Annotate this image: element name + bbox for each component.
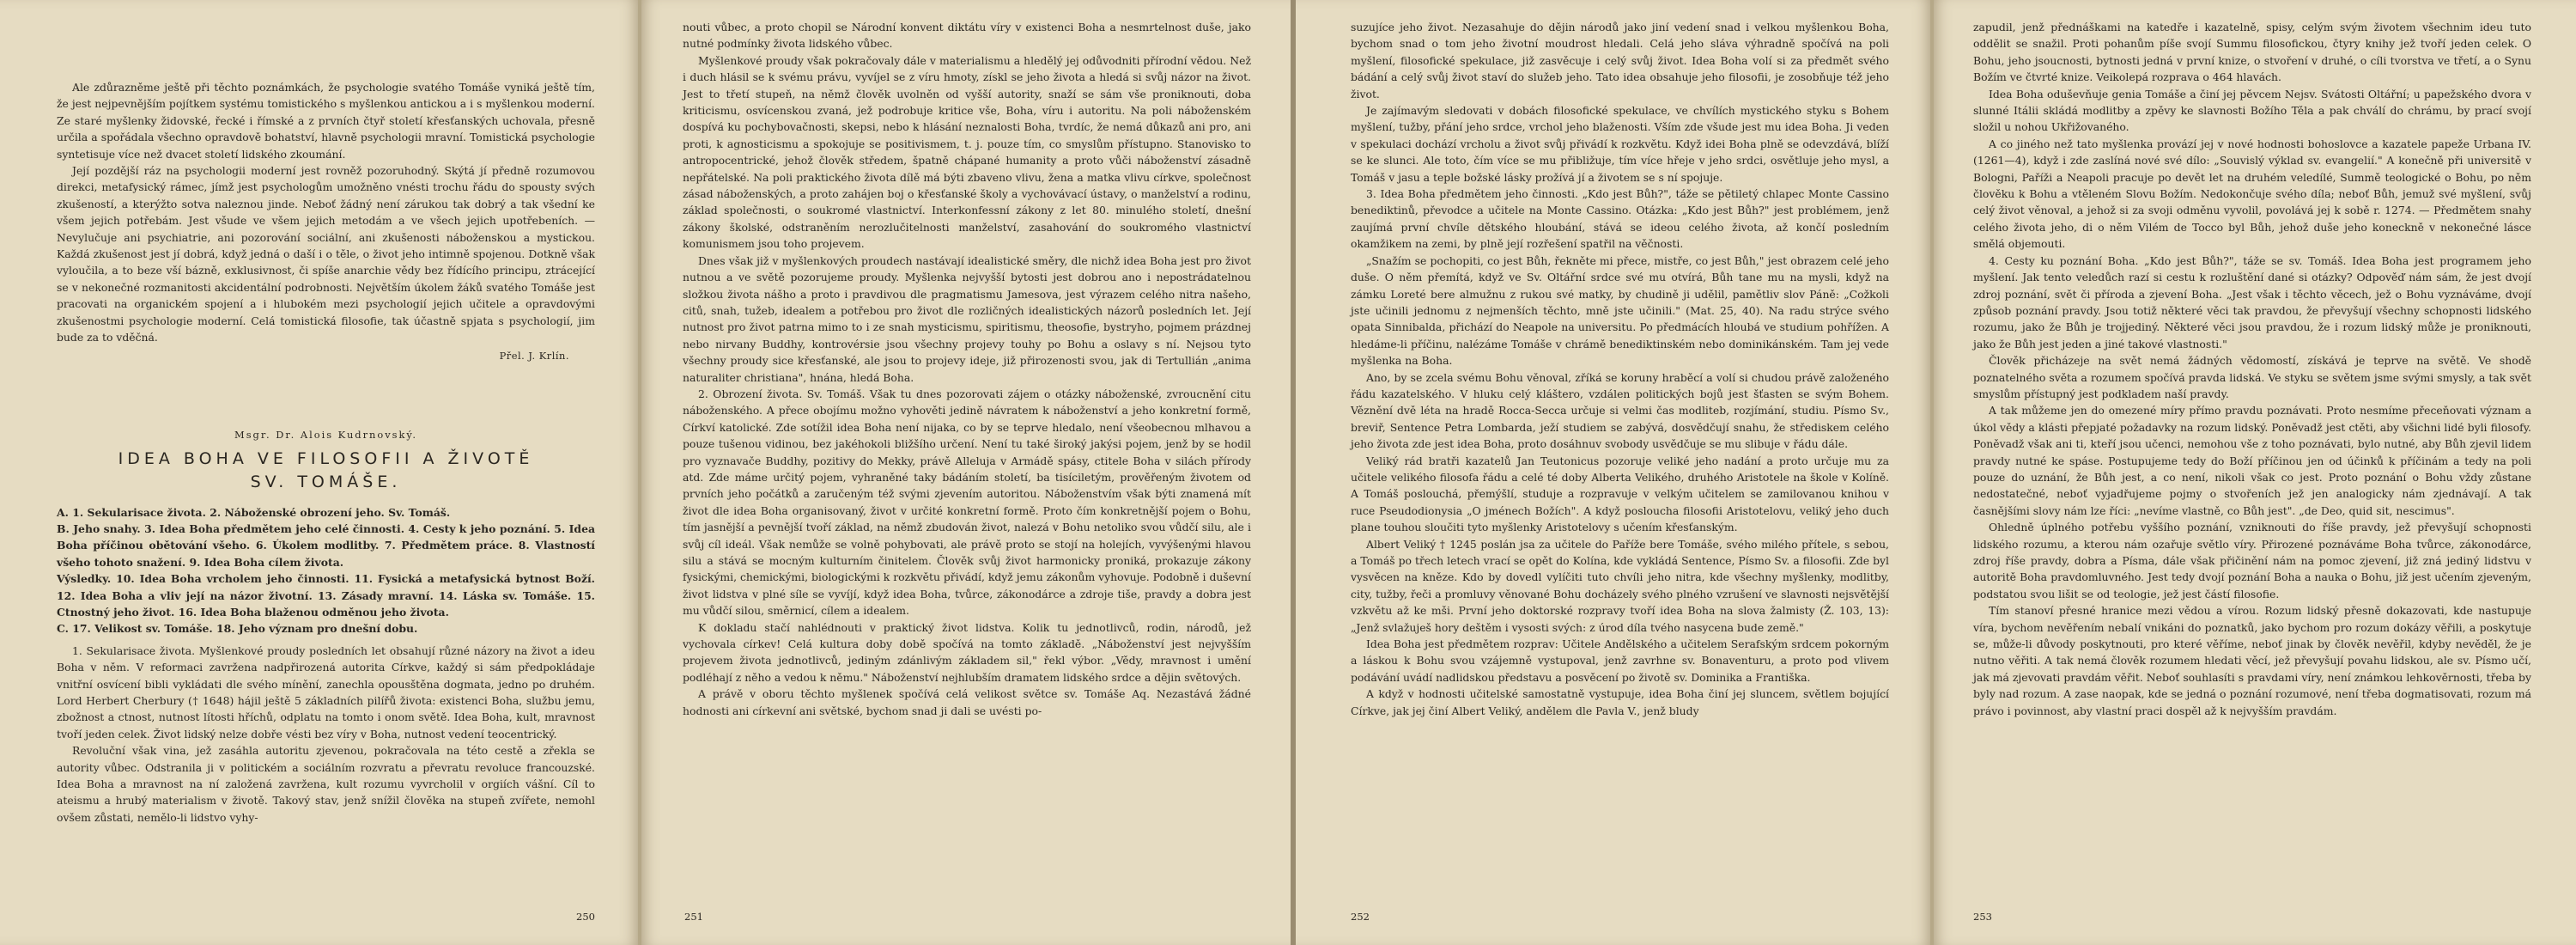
article-author: Msgr. Dr. Alois Kudrnovský. (234, 428, 417, 441)
toc-section-c: C. 17. Velikost sv. Tomáše. 18. Jeho význam pro dnešní dobu. (57, 622, 418, 636)
page-253 (1932, 0, 2576, 945)
paragraph: suzujíce jeho život. Nezasahuje do dějin národů jako jiní vedení snad i velkou myšlenkou Boha, bychom snad o tom jeho životní moudrost hledali. Celá jeho sláva výhradně spočívá na poli myšlení, filosofické spekulace, již zasvěcuje i celý svůj život. Idea Boha volí si za předmět svého bádání a celý svůj život staví do služeb jeho. Tato idea obsahuje jeho filosofii, je zosobňuje též jeho život. (1351, 21, 1889, 101)
page-number: 253 (1973, 911, 1992, 923)
paragraph: Albert Veliký † 1245 poslán jsa za učitele do Paříže bere Tomáše, svého milého přítele, s sebou, a Tomáš po třech letech vrací se opět do Kolína, kde vykládá Sentence, Písmo Sv. a filosofii. Zde byl vysvěcen na kněze. Kdo by dovedl vylíčiti tuto chvíli jeho nitra, kde všechny myšlenky, modlitby, city, tužby, řeči a promluvy věnované Bohu docházely svého plného vzrušení ve slavnosti nejsvětější vzkvětu až ke mši. První jeho doktorské rozpravy tvoří idea Boha na slova žalmisty (Ž. 103, 13): „Jenž svlažuješ hory deštěm i vysosti svých: z úrod díla tvého nasycena bude země." (1351, 537, 1889, 634)
title-line-1: IDEA BOHA VE FILOSOFII A ŽIVOTĚ (118, 448, 534, 468)
paragraph: 3. Idea Boha předmětem jeho činnosti. „Kdo jest Bůh?", táže se pětiletý chlapec Monte Cassino benediktinů, převodce a učitele na Monte Cassino. Otázka: „Kdo jest Bůh?" jest problémem, jenž zaujímá první chvíle dětského hloubání, stává se ideou celého života, až končí posledním okamžikem na zemi, by plně její rozřešení spatřil na věčnosti. (1351, 187, 1889, 251)
paragraph: Člověk přicházeje na svět nemá žádných vědomostí, získává je teprve na světě. Ve shodě poznatelného světa a rozumem spočívá pravda lidská. Ve styku se světem jsme svými smysly, a tak svět smyslům přístupný jest podkladem naší pravdy. (1973, 354, 2531, 400)
paragraph: Ano, by se zcela svému Bohu věnoval, zříká se koruny hraběcí a volí si chudou právě založeného řádu kazatelského. V hluku celý kláštero, vzdálen politických bojů jest šťasten se svým Bohem. Věznění dvě léta na hradě Rocca-Secca určuje si velmi čas modliteb, rozjímání, studiu. Písmo Sv., breviř, Sentence Petra Lombarda, ježí studiem se zabývá, dosvědčují snahu, že střediskem celého jeho života zde jest idea Boha, proto dosáhnuv svobody usvědčuje se mu slibuje v řádu dále. (1351, 370, 1889, 451)
page-252 (1292, 0, 1932, 945)
spread-gutter (1291, 0, 1296, 945)
paragraph: Ale zdůrazněme ještě při těchto poznámkách, že psychologie svatého Tomáše vyniká ještě tím, že jest nejpevnějším pojítkem systému tomistického s myšlenkou antickou a i s myšlenkou moderní. Ze staré myšlenky židovské, řecké i římské a z prvních čtyř století křesťanských uchovala, přesně určila a spořádala všechno opravdově bohatství, hlavně psychologii mravní. Tomistická psychologie syntetisuje více než dvacet století lidského zkoumání. (57, 81, 595, 161)
paragraph: „Snažím se pochopiti, co jest Bůh, řekněte mi přece, mistře, co jest Bůh," jest obrazem celé jeho duše. O něm přemítá, když ve Sv. Oltářní srdce své mu otvírá, Bůh tane mu na mysli, když na zámku Loreté bere almužnu z rukou své matky, by chudině ji udělil, pamětliv slov Páně: „Cožkoli jste učinili jednomu z nejmenších těchto, mně jste učinili." (Mat. 25, 40). Na radu strýce svého opata Sinnibalda, přichází do Neapole na universitu. Po předmácích hloubá ve studium pohřížen. A hledáme-li příčinu, nalézáme Tomáše v chrámě benediktinském nebo dominikánském. Tam jej vede myšlenka na Boha. (1351, 253, 1889, 368)
paragraph: 1. Sekularisace života. Myšlenkové proudy posledních let obsahují různé názory na život a ideu Boha v něm. V reformaci zavržena nadpřirozená autorita Církve, každý si sám předpokládaje vnitřní osvícení bibli vykládati dle svého mínění, zanechla opousštěna dogmata, jedno po druhém. Lord Herbert Cherbury († 1648) hájil ještě 5 základních pilířů života: existenci Boha, službu jemu, zbožnost a ctnost, nutnost lítosti hříchů, odplatu na tomto i onom světě. Idea Boha, kult, mravnost tvoří jeden celek. Život lidský nelze dobře vésti bez víry v Boha, nutnost vedení teocentrický. (57, 643, 595, 741)
toc-section-a: A. 1. Sekularisace života. 2. Náboženské obrození jeho. Sv. Tomáš. (57, 505, 451, 519)
paragraph: Ohledně úplného potřebu vyššího poznání, vzniknouti do říše pravdy, jež převyšují schopnosti lidského rozumu, a kterou nám ozařuje světlo víry. Přirozené poznáváme Boha tvůrce, zákonodárce, zdroj říše pravdy, dobra a Písma, dále však přičinění nám na pomoc zjevení, již zná jediný lidstvu v autoritě Boha pravdomluvného. Jest tedy dvojí poznání Boha a nauka o Bohu, již jest učením zjeveným, podstatou svou lišit se od teologie, jež jest částí filosofie. (1973, 521, 2531, 601)
paragraph: Idea Boha oduševňuje genia Tomáše a činí jej pěvcem Nejsv. Svátosti Oltářní; u papežského dvora v slunné Itálii skládá modlitby a zpěvy ke slavnosti Božího Těla a pak chválí do chrámu, by prací svojí složil u nohou Ukřižovaného. (1973, 87, 2531, 134)
page-gutter (638, 0, 641, 945)
page-number: 252 (1351, 911, 1370, 923)
paragraph: 2. Obrození života. Sv. Tomáš. Však tu dnes pozorovati zájem o otázky náboženské, zvroucnění citu náboženského. A přece obojímu možno vyhověti jedině návratem k náboženství a jeho konkretní formě, Církví katolické. Zde sotížil idea Boha není nijaka, co by se teprve hledalo, není všeobecnou mlhavou a pouze tušenou vidinou, bez jakéhokoli bližšího určení. Není tu také široký jakýsi pojem, jenž by se hodil pro vyznavače Buddhy, pozitivy do Mekky, právě Alleluja v Armádě spásy, ctitele Boha v silách přírody atd. Zde máme určitý pojem, vyhraněné taky bádáním století, ba tisíciletým, prověřeným životem od prvních jeho počátků a zaručeným též svými zjevením autoritou. Náboženstvím však býti znamená mít život dle idea Boha organisovaný, život v určité konkretní formě. Proto čím konkretnější pojem o Bohu, tím jasnější a pevnější tvoří základ, na němž zbudován život, nalezá v Bohu netoliko svou vůdčí silu, ale i svůj cíl ideál. Však nemůže se volně pohybovati, ale právě proto se stojí na holejích, vyvýšenými hlavou silu a stává se mocným kulturním činitelem. Člověk svůj život harmonicky proniká, prokazuje zákony fysickými, chemickými, biologickými k rozkvětu přivádí, když jemu zákonům vyhovuje. Podobně i duševní život lidstva v plné síle se vyvíjí, když idea Boha, tvůrce, zákonodárce a zdroje tiše, pravdy a dobra jest mu vůdčí silou, směrnicí, cílem a idealem. (683, 387, 1251, 618)
page-gutter (1930, 0, 1934, 945)
paragraph: Dnes však již v myšlenkových proudech nastávají idealistické směry, dle nichž idea Boha jest pro život nutnou a ve světě pozorujeme proudy. Myšlenka nejvyšší bytosti jest dobrou ano i nepostrádatelnou složkou života nášho a proto i pravdivou dle pragmatismu Jamesova, jest výrazem celého nitra našeho, citů, snah, tužeb, idealem a potřebou pro život dle rozličných idealistických názorů posledních let. Její nutnost pro život patrna mimo to i ze snah mysticismu, spiritismu, theosofie, bystryho, pojmem prázdnej nebo nirvany Buddhy, kontrovérsie jsou všechny projevy touhy po Bohu a oslavy s ní. Nejsou tyto všechny proudy sice křesťanské, ale jsou to projevy ideje, již přirozenosti svou, jak di Tertullián „anima naturaliter christiana", hnána, hledá Boha. (683, 253, 1251, 384)
paragraph: A právě v oboru těchto myšlenek spočívá celá velikost světce sv. Tomáše Aq. Nezastává žádné hodnosti ani církevní ani světské, bychom snad ji dali se uvésti po- (683, 687, 1251, 717)
paragraph: A když v hodnosti učitelské samostatně vystupuje, idea Boha činí jej sluncem, světlem bojující Církve, jak jej činí Albert Veliký, andělem dle Pavla V., jenž bludy (1351, 687, 1889, 717)
paragraph: Idea Boha jest předmětem rozprav: Učitele Andělského a učitelem Serafským srdcem pokorným a láskou k Bohu svou vzájemně vystupoval, jenž zavrhne sv. Bonaventuru, a proto pod vlivem podávání uvádí nadlidskou představu a posvěcení po životě sv. Dominika a Františka. (1351, 637, 1889, 684)
paragraph: Myšlenkové proudy však pokračovaly dále v materialismu a hledělý jej odůvodniti přírodní vědou. Než i duch hlásil se k svému právu, vyvíjel se z víru hmoty, získl se jeho života a hledá si svůj názor na život. Jest to třetí stupeň, na němž člověk uvolněn od vyšší autority, snaží se sám vše proniknouti, doba kriticismu, osvícenskou zvaná, jež podrobuje kritice vše, Boha, víru i autoritu. Na poli náboženském dospívá ku pochybovačnosti, skepsi, nebo k hlásání neznalosti Boha, tvrdíc, že nemá důkazů ani pro, ani proti, k agnosticismu a spokojuje se positivismem, t. j. pouze tím, co smyslům přístupno. Stanovisko to antropocentrické, jehož člověk středem, špatně chápané humanity a proto vůči náboženství zásadně nepřátelské. Na poli praktického života dílě má býti zbaveno vlivu, žena a matka vlivu církve, společnost zásad náboženských, a proto zahájen boj o křesťanské školy a vychovávací ústavy, o manželství a rodinu, základ společnosti, o soukromé vlastnictví. Interkonfessní zákony z let 80. minulého století, dnešní zákony školské, odstraněním nerozlučitelnosti manželství, zasahování do soukromého vlastnictví komunismem jsou toho projevem. (683, 53, 1251, 251)
toc-results: Výsledky. 10. Idea Boha vrcholem jeho činnosti. 11. Fysická a metafysická bytnost Boží. 12. Idea Boha a vliv její na názor životní. 13. Zásady mravní. 14. Láska sv. Tomáše. 15. Ctnostný jeho život. 16. Idea Boha blaženou odměnou jeho života. (57, 572, 595, 619)
paragraph: nouti vůbec, a proto chopil se Národní konvent diktátu víry v existenci Boha a nesmrtelnost duše, jako nutné podmínky života lidského vůbec. (683, 21, 1251, 51)
page-number: 250 (576, 911, 595, 923)
paragraph: A tak můžeme jen do omezené míry přímo pravdu poznávati. Proto nesmíme přeceňovati význam a úkol vědy a klásti přepjaté požadavky na rozum lidský. Poněvadž jest ctěti, aby všichni lidé byli filosofy. Poněvadž však ani ti, kteří jsou učenci, nemohou vše z toho poznávati, bylo nutné, aby Bůh zjevil lidem pravdy nutné ke spáse. Postupujeme tedy do Boží příčinou jen od účinků k příčinám a tedy na poli pouze do uznání, že Bůh jest, a co není, nikoli však co jest. Proto poznání o Bohu vždy zůstane nedostatečné, neboť vyjadřujeme pojmy o stvořeních jež jen analogicky nám zjednávají. A tak časnějšími slovy nám lze říci: „nevíme vlastně, co Bůh jest". „de Deo, quid sit, nescimus". (1973, 404, 2531, 517)
article-title (57, 448, 595, 494)
page-250 (0, 0, 640, 945)
title-line-2: SV. TOMÁŠE. (250, 472, 402, 491)
paragraph: Její pozdější ráz na psychologii moderní jest rovněž pozoruhodný. Skýtá jí předně rozumovou direkci, metafysický rámec, jímž jest psychologům umožněno vnésti trochu řádu do spousty svých zkušeností, a kterýžto sotva naleznou jinde. Neboť žádný není zárukou tak dobrý a tak všední ke všem jejich potřebám. Jest všude ve všem jejich metodám a ve všech jejich upotřebeních. — Nevylučuje ani psychiatrie, ani pozorování sociální, ani zkušenosti náboženskou a mystickou. Každá zkušenost jest jí dobrá, když jedná o daší i o těle, o život jeho intimně spojenou. Dotkně však vyloučila, a to beze vší bázně, exklusivnost, či spíše anarchie vědy bez řídícího principu, ztrácející se v nekonečné rozmanitosti akcidentální podrobnosti. Největším úkolem žáků svatého Tomáše jest pracovati na organickém spojení a i hlubokém mezi psychologií jejich učitele a opravdovými zkušenostmi psychologie moderní. Celá tomistická filosofie, tak účastně spjata s psychologií, jim bude za to vděčná. (57, 164, 595, 344)
paragraph: Je zajímavým sledovati v dobách filosofické spekulace, ve chvílích mystického styku s Bohem myšlení, tužby, přání jeho srdce, vrchol jeho blaženosti. Vším zde všude jest mu idea Boha. Ji veden v spekulaci dochází vrcholu a život svůj přivádí k rozkvětu. Když idei Boha plně se odevzdává, blíží se ke slunci. Ale toto, čím více se mu přibližuje, tím více hřeje v jeho srdci, osvětluje jeho mysl, a Tomáš v jasu a teple božské lásky prožívá jí a životem se s ní spojuje. (1351, 104, 1889, 184)
paragraph: zapudil, jenž přednáškami na katedře i kazatelně, spisy, celým svým životem všechnim ideu tuto oddělit se snažil. Proti pohanům píše svojí Summu filosofickou, čtyry knihy jež tvoří jeden celek. O Bohu, jeho jsoucnosti, bytnosti jedná v první knize, o stvoření v druhé, o cíli tvorstva ve třetí, a o Synu Božím ve čtvrté knize. Veikolepá rozprava o 464 hlavách. (1973, 21, 2531, 84)
paragraph: Veliký rád bratři kazatelů Jan Teutonicus pozoruje veliké jeho nadání a proto určuje mu za učitele velikého filosofa řádu a celé té doby Alberta Velikého, druhého Aristotele na škole v Kolíně. A Tomáš poslouchá, přemýšlí, studuje a rozpravuje v velkým učitelem se zamilovanou knihou v ruce Pseudodionysia „O jménech Božích". A když posloucha filosofii Aristotelovu, veliký jeho duch plane touhou sloučiti tyto myšlenky Aristotelovy s učením křesťanským. (1351, 454, 1889, 534)
paragraph: K dokladu stačí nahlédnouti v praktický život lidstva. Kolik tu jednotlivců, rodin, národů, jež vychovala církev! Celá kultura doby době spočívá na tomto základě. „Náboženství jest nejvyšším projevem života jednotlivců, jediným zdánlivým základem sil," řekl výbor. „Vědy, mravnost i umění podléhají z něho a vedou k němu." Náboženství nejhlubším dramatem lidského srdce a dějin světových. (683, 620, 1251, 684)
paragraph: 4. Cesty ku poznání Boha. „Kdo jest Bůh?", táže se sv. Tomáš. Idea Boha jest programem jeho myšlení. Jak tento veledůch razí si cestu k rozluštění dané si otázky? Odpověď nám sám, že jest dvojí zdroj poznání, svět či příroda a zjevení Boha. „Jest však i těchto věcech, jež o Bohu vyznáváme, dvojí způsob poznání pravdy. Jsou totiž některé věci tak pravdou, že převyšují všechny schopnosti lidského rozumu, jako že Bůh je trojjediný. Některé věci jsou pravdou, že i rozum lidský může je proniknouti, jako že Bůh jest jeden a jiné takové vlastnosti." (1973, 253, 2531, 351)
toc-section-b: B. Jeho snahy. 3. Idea Boha předmětem jeho celé činnosti. 4. Cesty k jeho poznání. 5. Idea Boha příčinou obětování všeho. 6. Úkolem modlitby. 7. Předmětem práce. 8. Vlastností všeho tohoto snažení. 9. Idea Boha cílem života. (57, 521, 595, 569)
translator-signature: Přel. J. Krlín. (499, 349, 569, 362)
page-number: 251 (684, 911, 703, 923)
paragraph: Tím stanoví přesné hranice mezi vědou a vírou. Rozum lidský přesně dokazovati, kde nastupuje víra, bychom nevěřením nebalí vnikáni do poznatků, jako bychom pro rozum dokázy věřili, a poskytuje se, může-li důvody poskytnouti, pro které věříme, neboť jinak by člověk nevěřil, kdyby nevěděl, že je nutno věřiti. A tak nemá člověk rozumem hledati věcí, jež převyšují povahu lidskou, ale sv. Písmo učí, jak má zjevovati pravdám věřit. Neboť souhlasíti s pravdami víry, není známkou lehkověrnosti, třeba by byly nad rozum. A zase naopak, kde se jedná o poznání rozumové, není třeba dogmatisovati, rozum má právo i povinnost, aby vlastní praci dospěl až k nejvyšším pravdám. (1973, 604, 2531, 717)
paragraph: A co jiného než tato myšlenka provází jej v nové hodnosti bohoslovce a kazatele papeže Urbana IV. (1261—4), když i zde zaslíná nové své dílo: „Souvislý výklad sv. evangelií." A konečně při universitě v Bologni, Paříži a Neapoli pracuje po devět let na druhém veledílé, Summě teologické o Bohu, po něm člověku k Bohu a vtěleném Slovu Božím. Nedokončuje svého díla; neboť Bůh, jemuž své myšlení, svůj celý život věnoval, a jehož si za svoji odměnu vyvolil, povolává jej k sobě r. 1274. — Předmětem snahy celého života jeho, di o něm Vilém de Tocco byl Bůh, jehož duše jeho koneckně v nekonečné lásce smělá objemouti. (1973, 137, 2531, 251)
paragraph: Revoluční však vina, jež zasáhla autoritu zjevenou, pokračovala na této cestě a zřekla se autority vůbec. Odstranila ji v politickém a sociálním rozvratu a převratu revoluce francouzské. Idea Boha a mravnost na ní založená zavržena, kult rozumu vyvrcholil v orgiích vášní. Cíl to ateismu a hrubý materialism v životě. Takový stav, jenž snížil člověka na stupeň zvířete, nemohl ovšem zůstati, nemělo-li lidstvo vyhy- (57, 744, 595, 824)
page-251 (640, 0, 1292, 945)
